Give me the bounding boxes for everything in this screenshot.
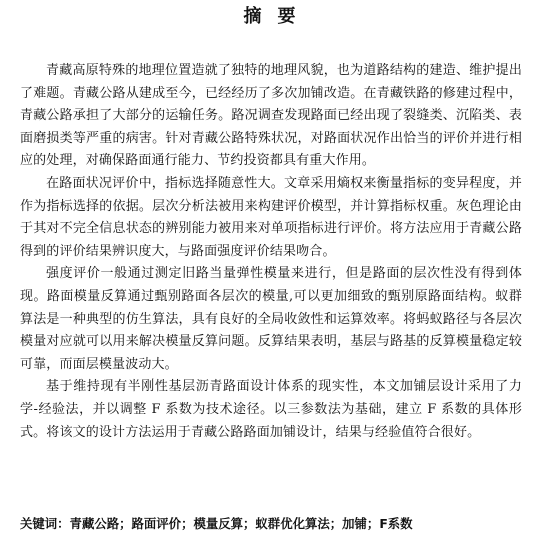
abstract-paragraph-1: 青藏高原特殊的地理位置造就了独特的地理风貌，也为道路结构的建造、维护提出了难题。青藏公路从建成至今，已经经历了多次加铺改造。在青藏铁路的修建过程中，青藏公路承担了大部分的运输任务。路况调查发现路面已经出现了裂缝类、沉陷类、表面磨损类等严重的病害。针对青藏公路特殊状况，对路面状况作出恰当的评价并进行相应的处理，对确保路面通行能力、节约投资都具有重大作用。 <box>20 63 522 169</box>
abstract-paragraph-2: 在路面状况评价中，指标选择随意性大。文章采用熵权来衡量指标的变异程度，并作为指标选择的依据。层次分析法被用来构建评价模型，并计算指标权重。灰色理论由于其对不完全信息状态的辨别能力被用来对单项指标进行评价。将方法应用于青藏公路得到的评价结果辨识度大，与路面强度评价结果吻合。 <box>20 175 522 259</box>
abstract-paragraph-3: 强度评价一般通过测定旧路当量弹性模量来进行，但是路面的层次性没有得到体现。路面模量反算通过甄别路面各层次的模量,可以更加细致的甄别原路面结构。蚁群算法是一种典型的仿生算法，具有良好的全局收敛性和运算效率。将蚂蚁路径与各层次模量对应就可以用来解决模量反算问题。反算结果表明，基层与路基的反算模量稳定较可靠，而面层模量波动大。 <box>20 266 522 372</box>
abstract-paragraph-4: 基于维持现有半刚性基层沥青路面设计体系的现实性，本文加铺层设计采用了力学-经验法，并以调整 F 系数为技术途径。以三参数法为基础，建立 F 系数的具体形式。将该文的设计方法运用于青藏公路路面加铺设计，结果与经验值符合很好。 <box>20 379 522 440</box>
abstract-title: 摘要 <box>243 6 312 27</box>
abstract-body <box>20 60 522 444</box>
keywords-line: 关键词：青藏公路；路面评价；模量反算；蚁群优化算法；加铺；F系数 <box>20 516 413 531</box>
